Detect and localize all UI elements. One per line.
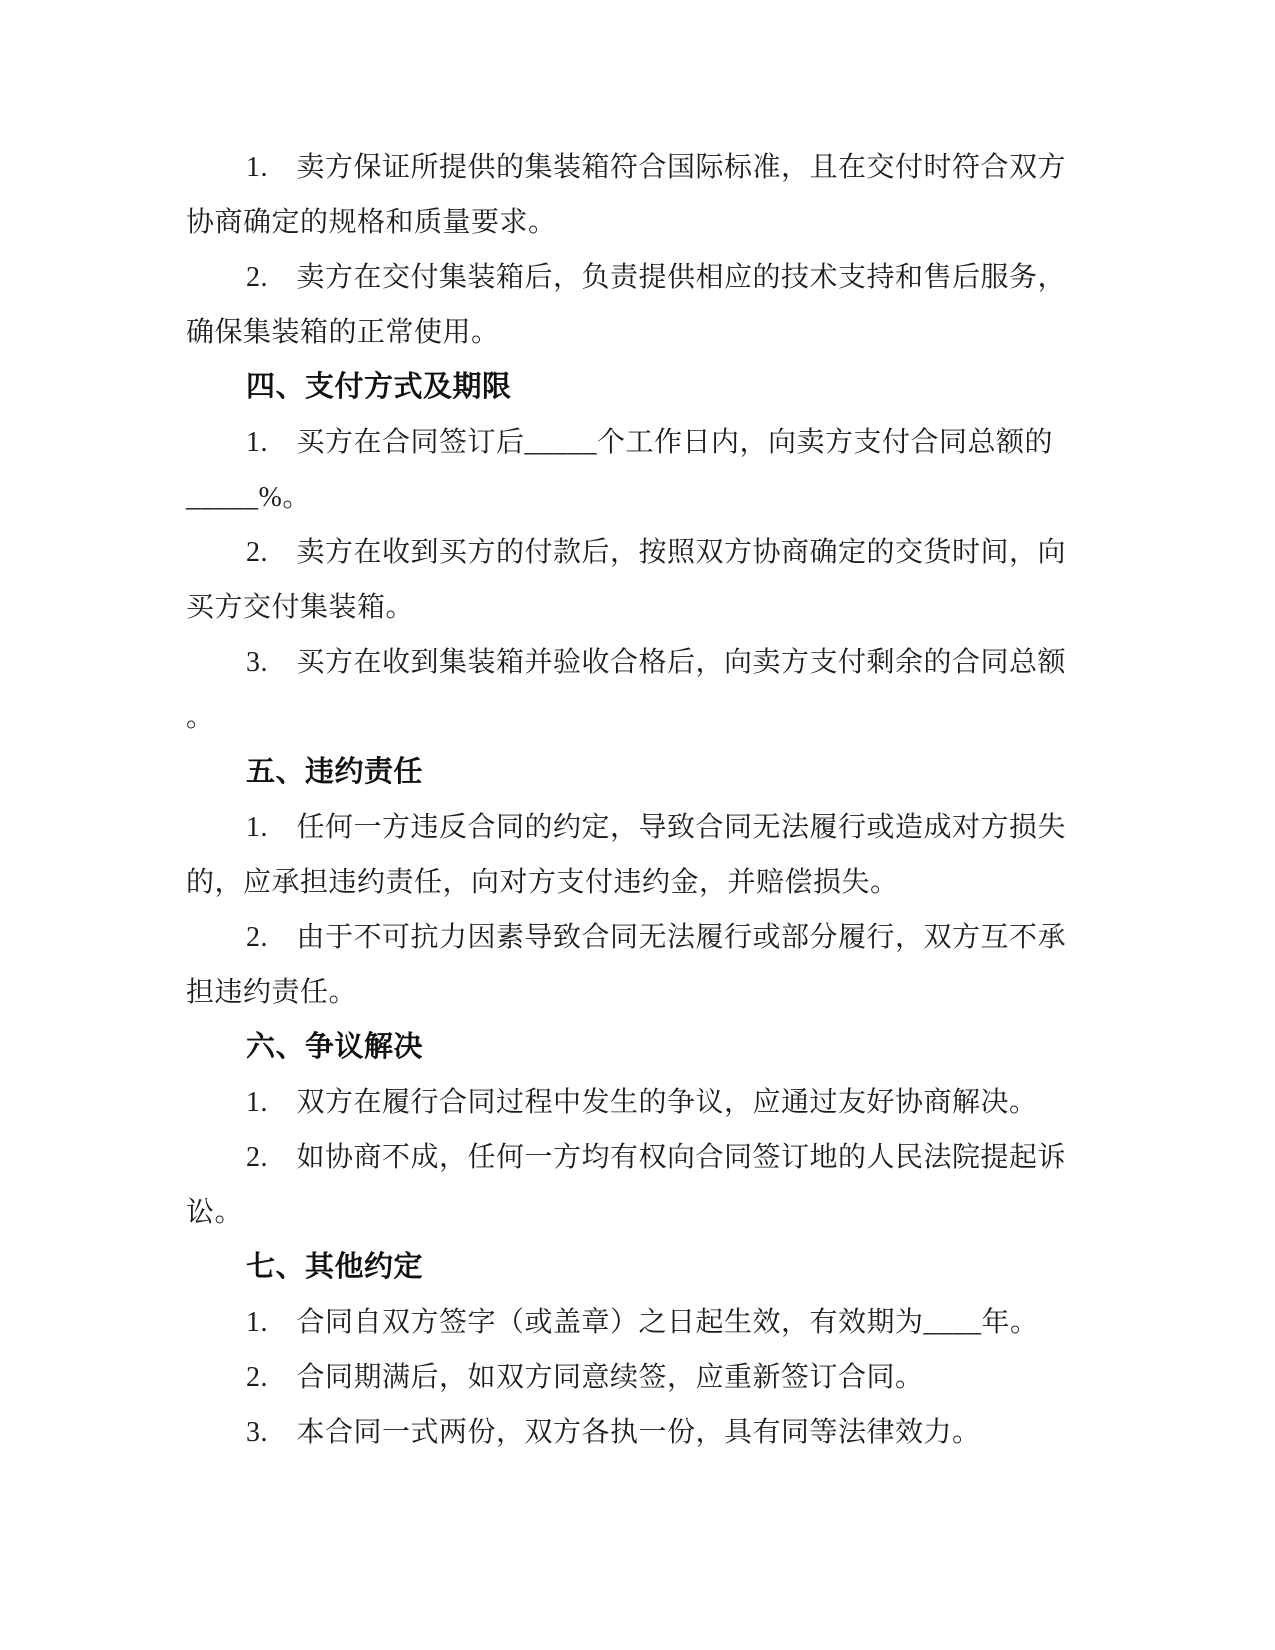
text-line: 2. 卖方在收到买方的付款后，按照双方协商确定的交货时间，向 <box>246 537 1067 568</box>
text-line: 买方交付集装箱。 <box>186 592 415 623</box>
text-line: 讼。 <box>186 1197 244 1228</box>
text-line: _____%。 <box>186 482 311 513</box>
text-line: 3. 买方在收到集装箱并验收合格后，向卖方支付剩余的合同总额 <box>246 647 1067 678</box>
section-heading: 六、争议解决 <box>246 1031 424 1063</box>
text-line: 。 <box>186 702 215 733</box>
text-line: 1. 买方在合同签订后_____个工作日内，向卖方支付合同总额的 <box>246 427 1054 458</box>
text-line: 3. 本合同一式两份，双方各执一份，具有同等法律效力。 <box>246 1417 981 1448</box>
section-heading: 五、违约责任 <box>246 756 424 788</box>
section-heading: 四、支付方式及期限 <box>246 371 512 403</box>
text-line: 1. 双方在履行合同过程中发生的争议，应通过友好协商解决。 <box>246 1087 1038 1118</box>
text-line: 确保集装箱的正常使用。 <box>186 317 500 348</box>
text-line: 2. 卖方在交付集装箱后，负责提供相应的技术支持和售后服务， <box>246 262 1067 293</box>
section-heading: 七、其他约定 <box>246 1251 424 1283</box>
text-line: 的，应承担违约责任，向对方支付违约金，并赔偿损失。 <box>186 867 899 898</box>
text-line: 2. 合同期满后，如双方同意续签，应重新签订合同。 <box>246 1362 924 1393</box>
text-line: 1. 合同自双方签字（或盖章）之日起生效，有效期为____年。 <box>246 1307 1039 1338</box>
document-body <box>186 140 1098 1460</box>
text-line: 1. 卖方保证所提供的集装箱符合国际标准，且在交付时符合双方 <box>246 152 1067 183</box>
text-line: 1. 任何一方违反合同的约定，导致合同无法履行或造成对方损失 <box>246 812 1067 843</box>
text-line: 担违约责任。 <box>186 977 358 1008</box>
text-line: 2. 如协商不成，任何一方均有权向合同签订地的人民法院提起诉 <box>246 1142 1067 1173</box>
text-line: 2. 由于不可抗力因素导致合同无法履行或部分履行，双方互不承 <box>246 922 1067 953</box>
text-line: 协商确定的规格和质量要求。 <box>186 207 557 238</box>
